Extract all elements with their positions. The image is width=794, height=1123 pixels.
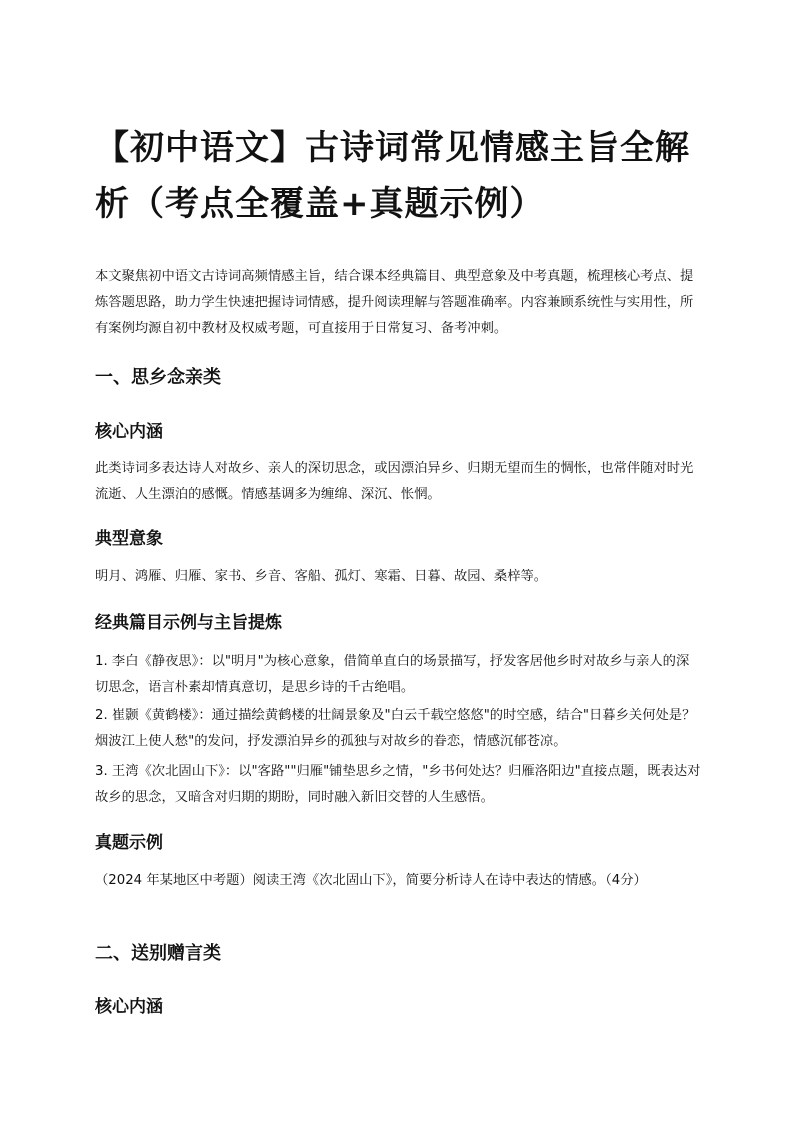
document-title: 【初中语文】古诗词常见情感主旨全解析（考点全覆盖+真题示例） — [95, 128, 690, 224]
subheading-typical-imagery: 典型意象 — [95, 529, 163, 549]
core-meaning-text: 此类诗词多表达诗人对故乡、亲人的深切思念，或因漂泊异乡、归期无望而生的惆怅，也常伴随对时光流逝、人生漂泊的感慨。情感基调多为缠绵、深沉、怅惘。 — [95, 461, 694, 502]
typical-imagery-text: 明月、鸿雁、归雁、家书、乡音、客船、孤灯、寒霜、日暮、故园、桑梓等。 — [95, 569, 548, 584]
section-heading-homesick: 一、思乡念亲类 — [95, 367, 221, 388]
subheading-core-meaning-2: 核心内涵 — [95, 997, 163, 1017]
subheading-classic-examples: 经典篇目示例与主旨提炼 — [95, 613, 282, 633]
subheading-core-meaning: 核心内涵 — [95, 422, 163, 442]
subheading-exam-example: 真题示例 — [95, 833, 163, 853]
intro-paragraph: 本文聚焦初中语文古诗词高频情感主旨，结合课本经典篇目、典型意象及中考真题，梳理核心考点、提炼答题思路，助力学生快速把握诗词情感，提升阅读理解与答题准确率。内容兼顾系统性与实用性，所有案例均源自初中教材及权威考题，可直接用于日常复习、备考冲刺。 — [95, 269, 694, 336]
exam-question-text: （2024 年某地区中考题）阅读王湾《次北固山下》，简要分析诗人在诗中表达的情感。（4分） — [95, 873, 647, 888]
example-item: 3. 王湾《次北固山下》：以"客路""归雁"铺垫思乡之情，"乡书何处达？归雁洛阳边"直接点题，既表达对故乡的思念，又暗含对归期的期盼，同时融入新旧交替的人生感悟。 — [95, 764, 701, 805]
section-heading-farewell: 二、送别赠言类 — [95, 943, 221, 964]
example-item: 2. 崔颢《黄鹤楼》：通过描绘黄鹤楼的壮阔景象及"白云千载空悠悠"的时空感，结合"日暮乡关何处是？烟波江上使人愁"的发问，抒发漂泊异乡的孤独与对故乡的眷恋，情感沉郁苍凉。 — [95, 708, 696, 749]
example-item: 1. 李白《静夜思》：以"明月"为核心意象，借简单直白的场景描写，抒发客居他乡时对故乡与亲人的深切思念，语言朴素却情真意切，是思乡诗的千古绝唱。 — [95, 654, 690, 695]
